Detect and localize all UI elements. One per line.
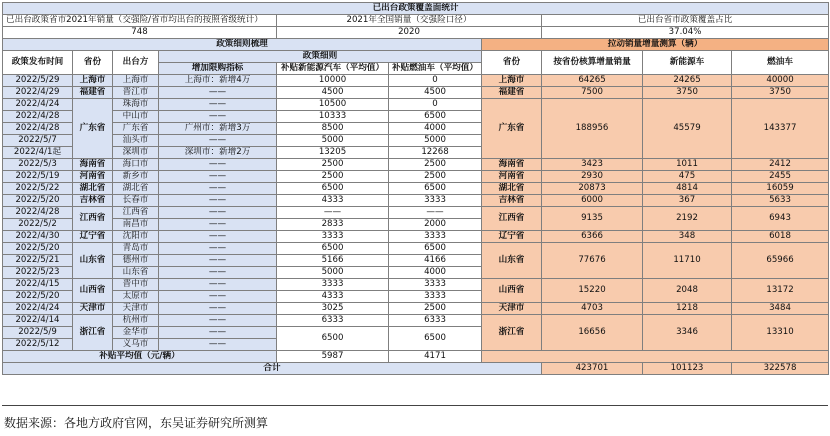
- cell-right-province: 天津市: [482, 303, 542, 315]
- cell-fuel-increment: 3484: [732, 303, 829, 315]
- cell-fuel-subsidy: 2000: [389, 219, 482, 231]
- cell-purchase-limit: ——: [159, 135, 277, 147]
- cell-province: 浙江省: [73, 315, 113, 351]
- cell-nev-increment: 24265: [643, 75, 732, 87]
- cell-right-province: 浙江省: [482, 315, 542, 351]
- cell-nev-increment: 3346: [643, 315, 732, 351]
- cell-fuel-increment: 2412: [732, 159, 829, 171]
- cell-province: 广东省: [73, 99, 113, 159]
- cell-fuel-increment: 13172: [732, 279, 829, 303]
- cell-issuer: 德州市: [113, 255, 159, 267]
- cell-nev-increment: 1218: [643, 303, 732, 315]
- cell-issuer: 珠海市: [113, 99, 159, 111]
- cell-nev-subsidy: 10000: [277, 75, 389, 87]
- total-increment: 423701: [542, 363, 643, 375]
- cell-right-province: 福建省: [482, 87, 542, 99]
- total-label: 合计: [3, 363, 542, 375]
- cell-right-province: 海南省: [482, 159, 542, 171]
- cell-fuel-subsidy: 3333: [389, 195, 482, 207]
- cell-fuel-subsidy: 2500: [389, 303, 482, 315]
- cell-total-increment: 9135: [542, 207, 643, 231]
- col-header-fuel-subsidy: 补贴燃油车（平均值）: [389, 63, 482, 75]
- policy-coverage-table: [2, 2, 829, 375]
- table-row: [3, 171, 829, 183]
- cell-province: 山西省: [73, 279, 113, 303]
- cell-fuel-increment: 3750: [732, 87, 829, 99]
- cell-fuel-increment: 16059: [732, 183, 829, 195]
- cell-issuer: 上海市: [113, 75, 159, 87]
- cell-issuer: 广东省: [113, 123, 159, 135]
- cell-issuer: 杭州市: [113, 315, 159, 327]
- cell-nev-subsidy: 4333: [277, 195, 389, 207]
- cell-purchase-limit: 深圳市：新增2万: [159, 147, 277, 159]
- cell-issuer: 深圳市: [113, 147, 159, 159]
- cell-right-province: 辽宁省: [482, 231, 542, 243]
- cell-total-increment: 188956: [542, 99, 643, 159]
- cell-purchase-limit: ——: [159, 87, 277, 99]
- cell-province: 天津市: [73, 303, 113, 315]
- cell-purchase-limit: ——: [159, 243, 277, 255]
- cell-total-increment: 7500: [542, 87, 643, 99]
- col-header-total-increment: 按省份核算增量销量: [542, 51, 643, 75]
- summary-header-sales: 已出台政策省市2021年销量（交强险/省市均出台的按照省级统计）: [3, 15, 277, 27]
- cell-issuer: 义乌市: [113, 339, 159, 351]
- cell-date: 2022/5/22: [3, 183, 73, 195]
- cell-nev-increment: 348: [643, 231, 732, 243]
- cell-fuel-increment: 143377: [732, 99, 829, 159]
- cell-nev-subsidy: 13205: [277, 147, 389, 159]
- cell-province: 江西省: [73, 207, 113, 231]
- cell-nev-increment: 2192: [643, 207, 732, 231]
- cell-issuer: 江西省: [113, 207, 159, 219]
- cell-total-increment: 77676: [542, 243, 643, 279]
- cell-nev-subsidy: 3025: [277, 303, 389, 315]
- cell-right-province: 吉林省: [482, 195, 542, 207]
- summary-value-coverage: 37.04%: [542, 27, 829, 39]
- cell-issuer: 沈阳市: [113, 231, 159, 243]
- cell-issuer: 南昌市: [113, 219, 159, 231]
- average-nev: 5987: [277, 351, 389, 363]
- table-row: [3, 231, 829, 243]
- cell-fuel-subsidy: 6500: [389, 327, 482, 351]
- total-nev: 101123: [643, 363, 732, 375]
- cell-fuel-subsidy: 5000: [389, 135, 482, 147]
- cell-date: 2022/5/2: [3, 219, 73, 231]
- cell-right-province: 河南省: [482, 171, 542, 183]
- summary-value-sales: 748: [3, 27, 277, 39]
- cell-fuel-increment: 2455: [732, 171, 829, 183]
- col-header-right-province: 省份: [482, 51, 542, 75]
- average-empty: [482, 351, 829, 363]
- cell-total-increment: 4703: [542, 303, 643, 315]
- cell-date: 2022/4/28: [3, 207, 73, 219]
- cell-nev-increment: 11710: [643, 243, 732, 279]
- cell-fuel-subsidy: 6500: [389, 111, 482, 123]
- cell-issuer: 新乡市: [113, 171, 159, 183]
- cell-nev-subsidy: 4500: [277, 87, 389, 99]
- table-row: [3, 99, 829, 111]
- cell-nev-increment: 367: [643, 195, 732, 207]
- cell-date: 2022/4/24: [3, 99, 73, 111]
- cell-fuel-subsidy: 6500: [389, 243, 482, 255]
- col-header-fuel: 燃油车: [732, 51, 829, 75]
- table-row: [3, 243, 829, 255]
- source-note: 数据来源：各地方政府官网，东吴证券研究所测算: [4, 416, 269, 430]
- col-header-policy-details: 政策细则: [159, 51, 482, 63]
- cell-date: 2022/5/7: [3, 135, 73, 147]
- cell-right-province: 湖北省: [482, 183, 542, 195]
- cell-province: 湖北省: [73, 183, 113, 195]
- cell-total-increment: 15220: [542, 279, 643, 303]
- cell-nev-subsidy: ——: [277, 207, 389, 219]
- cell-purchase-limit: ——: [159, 327, 277, 339]
- cell-fuel-increment: 5633: [732, 195, 829, 207]
- cell-purchase-limit: ——: [159, 267, 277, 279]
- cell-nev-increment: 4814: [643, 183, 732, 195]
- cell-issuer: 青岛市: [113, 243, 159, 255]
- cell-total-increment: 64265: [542, 75, 643, 87]
- cell-fuel-increment: 6943: [732, 207, 829, 231]
- cell-province: 河南省: [73, 171, 113, 183]
- table-row: [3, 75, 829, 87]
- cell-nev-subsidy: 6500: [277, 327, 389, 351]
- summary-header-national: 2021年全国销量（交强险口径）: [277, 15, 542, 27]
- cell-issuer: 太原市: [113, 291, 159, 303]
- cell-date: 2022/5/3: [3, 159, 73, 171]
- table-row: [3, 87, 829, 99]
- cell-issuer: 中山市: [113, 111, 159, 123]
- cell-nev-subsidy: 6333: [277, 315, 389, 327]
- col-header-nev-subsidy: 补贴新能源汽车（平均值）: [277, 63, 389, 75]
- cell-date: 2022/5/9: [3, 327, 73, 339]
- cell-nev-subsidy: 5000: [277, 267, 389, 279]
- cell-purchase-limit: ——: [159, 231, 277, 243]
- cell-purchase-limit: ——: [159, 303, 277, 315]
- cell-nev-increment: 475: [643, 171, 732, 183]
- cell-fuel-subsidy: 6333: [389, 315, 482, 327]
- cell-purchase-limit: ——: [159, 99, 277, 111]
- cell-nev-increment: 45579: [643, 99, 732, 159]
- cell-right-province: 江西省: [482, 207, 542, 231]
- table-row: [3, 207, 829, 219]
- col-header-nev: 新能源车: [643, 51, 732, 75]
- cell-total-increment: 6366: [542, 231, 643, 243]
- cell-province: 辽宁省: [73, 231, 113, 243]
- cell-fuel-subsidy: 4500: [389, 87, 482, 99]
- cell-fuel-subsidy: 0: [389, 75, 482, 87]
- cell-date: 2022/4/24: [3, 303, 73, 315]
- cell-nev-subsidy: 10500: [277, 99, 389, 111]
- cell-province: 海南省: [73, 159, 113, 171]
- cell-fuel-subsidy: 6500: [389, 183, 482, 195]
- cell-total-increment: 3423: [542, 159, 643, 171]
- col-header-date: 政策发布时间: [3, 51, 73, 75]
- cell-fuel-subsidy: 3333: [389, 279, 482, 291]
- table-row: [3, 303, 829, 315]
- cell-purchase-limit: ——: [159, 255, 277, 267]
- cell-nev-subsidy: 3333: [277, 279, 389, 291]
- cell-date: 2022/5/21: [3, 255, 73, 267]
- cell-total-increment: 2930: [542, 171, 643, 183]
- cell-issuer: 晋中市: [113, 279, 159, 291]
- cell-issuer: 湖北省: [113, 183, 159, 195]
- cell-nev-subsidy: 5166: [277, 255, 389, 267]
- summary-header-coverage: 已出台省市政策覆盖占比: [542, 15, 829, 27]
- cell-total-increment: 16656: [542, 315, 643, 351]
- cell-fuel-subsidy: 3333: [389, 291, 482, 303]
- policy-table-container: [2, 2, 828, 375]
- cell-purchase-limit: ——: [159, 207, 277, 219]
- cell-date: 2022/4/1起: [3, 147, 73, 159]
- cell-issuer: 天津市: [113, 303, 159, 315]
- cell-nev-subsidy: 3333: [277, 231, 389, 243]
- cell-purchase-limit: ——: [159, 195, 277, 207]
- cell-total-increment: 6000: [542, 195, 643, 207]
- col-header-issuer: 出台方: [113, 51, 159, 75]
- cell-date: 2022/4/15: [3, 279, 73, 291]
- cell-issuer: 晋江市: [113, 87, 159, 99]
- cell-fuel-subsidy: 2500: [389, 159, 482, 171]
- cell-purchase-limit: ——: [159, 279, 277, 291]
- cell-purchase-limit: ——: [159, 315, 277, 327]
- cell-fuel-increment: 40000: [732, 75, 829, 87]
- cell-province: 福建省: [73, 87, 113, 99]
- table-row: [3, 159, 829, 171]
- cell-purchase-limit: ——: [159, 339, 277, 351]
- table-row: [3, 183, 829, 195]
- cell-fuel-subsidy: 3333: [389, 231, 482, 243]
- cell-nev-subsidy: 8500: [277, 123, 389, 135]
- cell-date: 2022/5/23: [3, 267, 73, 279]
- cell-province: 山东省: [73, 243, 113, 279]
- cell-purchase-limit: ——: [159, 111, 277, 123]
- cell-purchase-limit: ——: [159, 171, 277, 183]
- cell-fuel-subsidy: ——: [389, 207, 482, 219]
- cell-nev-subsidy: 4333: [277, 291, 389, 303]
- total-fuel: 322578: [732, 363, 829, 375]
- cell-nev-subsidy: 2500: [277, 159, 389, 171]
- average-fuel: 4171: [389, 351, 482, 363]
- cell-date: 2022/4/29: [3, 87, 73, 99]
- cell-date: 2022/5/20: [3, 195, 73, 207]
- table-title: 已出台政策覆盖面统计: [3, 3, 829, 15]
- col-header-province: 省份: [73, 51, 113, 75]
- cell-issuer: 山东省: [113, 267, 159, 279]
- cell-nev-subsidy: 5000: [277, 135, 389, 147]
- cell-nev-subsidy: 2500: [277, 171, 389, 183]
- summary-value-national: 2020: [277, 27, 542, 39]
- cell-fuel-increment: 13310: [732, 315, 829, 351]
- cell-purchase-limit: 上海市：新增4万: [159, 75, 277, 87]
- cell-fuel-increment: 65966: [732, 243, 829, 279]
- table-row: [3, 315, 829, 327]
- cell-issuer: 长春市: [113, 195, 159, 207]
- cell-date: 2022/5/20: [3, 243, 73, 255]
- cell-nev-increment: 3750: [643, 87, 732, 99]
- cell-nev-subsidy: 2833: [277, 219, 389, 231]
- cell-nev-subsidy: 6500: [277, 243, 389, 255]
- cell-purchase-limit: ——: [159, 291, 277, 303]
- cell-purchase-limit: ——: [159, 219, 277, 231]
- cell-date: 2022/5/19: [3, 171, 73, 183]
- cell-fuel-subsidy: 4000: [389, 267, 482, 279]
- col-header-purchase-limit: 增加限购指标: [159, 63, 277, 75]
- table-row: [3, 279, 829, 291]
- cell-province: 吉林省: [73, 195, 113, 207]
- cell-date: 2022/5/12: [3, 339, 73, 351]
- cell-nev-subsidy: 10333: [277, 111, 389, 123]
- cell-date: 2022/5/20: [3, 291, 73, 303]
- section-header-sales-uplift: 拉动销量增量测算（辆）: [482, 39, 829, 51]
- cell-right-province: 上海市: [482, 75, 542, 87]
- cell-fuel-subsidy: 2500: [389, 171, 482, 183]
- cell-purchase-limit: ——: [159, 159, 277, 171]
- cell-fuel-subsidy: 0: [389, 99, 482, 111]
- section-header-policy-details: 政策细则梳理: [3, 39, 482, 51]
- cell-fuel-subsidy: 4000: [389, 123, 482, 135]
- cell-nev-subsidy: 6500: [277, 183, 389, 195]
- cell-nev-increment: 2048: [643, 279, 732, 303]
- cell-nev-increment: 1011: [643, 159, 732, 171]
- cell-purchase-limit: 广州市：新增3万: [159, 123, 277, 135]
- cell-fuel-subsidy: 4166: [389, 255, 482, 267]
- average-label: 补贴平均值（元/辆）: [3, 351, 277, 363]
- cell-right-province: 山东省: [482, 243, 542, 279]
- cell-fuel-increment: 6018: [732, 231, 829, 243]
- table-row: [3, 195, 829, 207]
- average-row: [3, 351, 829, 363]
- cell-fuel-subsidy: 12268: [389, 147, 482, 159]
- cell-purchase-limit: ——: [159, 183, 277, 195]
- cell-issuer: 汕头市: [113, 135, 159, 147]
- cell-province: 上海市: [73, 75, 113, 87]
- cell-issuer: 金华市: [113, 327, 159, 339]
- cell-date: 2022/4/30: [3, 231, 73, 243]
- source-divider: [2, 405, 828, 406]
- total-row: [3, 363, 829, 375]
- cell-date: 2022/4/28: [3, 123, 73, 135]
- cell-right-province: 广东省: [482, 99, 542, 159]
- cell-date: 2022/4/14: [3, 315, 73, 327]
- cell-total-increment: 20873: [542, 183, 643, 195]
- cell-right-province: 山西省: [482, 279, 542, 303]
- cell-issuer: 海口市: [113, 159, 159, 171]
- cell-date: 2022/5/29: [3, 75, 73, 87]
- cell-date: 2022/4/28: [3, 111, 73, 123]
